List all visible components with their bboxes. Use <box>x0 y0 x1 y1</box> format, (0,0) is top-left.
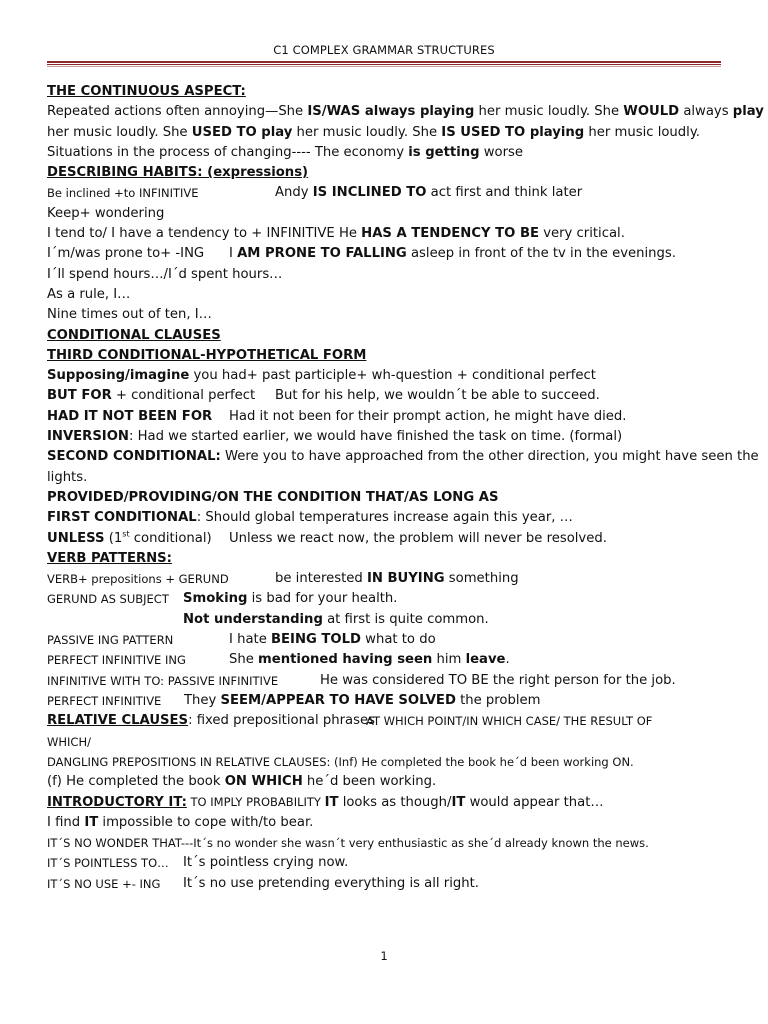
text-line: RELATIVE CLAUSES: fixed prepositional phrases AT WHICH POINT/IN WHICH CASE/ THE RESULT OF <box>47 713 653 729</box>
document-body <box>47 82 764 894</box>
text-line: HAD IT NOT BEEN FOR Had it not been for their prompt action, he might have died. <box>47 408 627 424</box>
text-line: Keep+ wondering <box>47 205 165 221</box>
subheading-third-conditional: THIRD CONDITIONAL-HYPOTHETICAL FORM <box>47 347 367 363</box>
text-line: VERB+ prepositions + GERUND be interested IN BUYING something <box>47 571 519 587</box>
text-line: BUT FOR + conditional perfect But for his help, we wouldn´t be able to succeed. <box>47 388 600 404</box>
text-line: UNLESS (1st conditional) Unless we react now, the problem will never be resolved. <box>47 529 607 546</box>
text-line: Not understanding at first is quite common. <box>183 611 489 627</box>
section-heading-verb-patterns: VERB PATTERNS: <box>47 550 172 566</box>
text-line: I´m/was prone to+ -ING I AM PRONE TO FALLING asleep in front of the tv in the evenings. <box>47 246 676 262</box>
text-line: SECOND CONDITIONAL: Were you to have approached from the other direction, you might have seen the <box>47 449 759 465</box>
section-heading-conditional: CONDITIONAL CLAUSES <box>47 327 221 343</box>
text-line: DANGLING PREPOSITIONS IN RELATIVE CLAUSES: (Inf) He completed the book he´d been working ON. <box>47 754 634 769</box>
text-line: I find IT impossible to cope with/to bear. <box>47 814 314 830</box>
text-line: Supposing/imagine you had+ past participle+ wh-question + conditional perfect <box>47 368 596 384</box>
text-line: FIRST CONDITIONAL: Should global temperatures increase again this year, … <box>47 510 573 526</box>
text-line: Repeated actions often annoying—She IS/WAS always playing her music loudly. She WOULD always play <box>47 104 764 120</box>
text-line: WHICH/ <box>47 734 91 749</box>
text-line: I tend to/ I have a tendency to + INFINITIVE He HAS A TENDENCY TO BE very critical. <box>47 226 625 242</box>
text-line: PERFECT INFINITIVE They SEEM/APPEAR TO HAVE SOLVED the problem <box>47 692 541 708</box>
section-heading-introductory-it: INTRODUCTORY IT: <box>47 795 187 811</box>
text-line: I´ll spend hours…/I´d spent hours… <box>47 266 283 282</box>
text-line: As a rule, I… <box>47 286 131 302</box>
text-line: IT´S POINTLESS TO… It´s pointless crying now. <box>47 855 349 871</box>
text-line: Situations in the process of changing---- The economy is getting worse <box>47 144 524 160</box>
text-line: INFINITIVE WITH TO: PASSIVE INFINITIVE He was considered TO BE the right person for the job. <box>47 672 676 688</box>
text-line: IT´S NO WONDER THAT---It´s no wonder she wasn´t very enthusiastic as she´d already known the news. <box>47 835 649 850</box>
text-line: IT´S NO USE +- ING It´s no use pretending everything is all right. <box>47 875 479 891</box>
text-line: Be inclined +to INFINITIVE Andy IS INCLINED TO act first and think later <box>47 185 583 201</box>
text-line: her music loudly. She USED TO play her music loudly. She IS USED TO playing her music loudly. <box>47 124 700 140</box>
text-line: lights. <box>47 469 88 485</box>
text-line: GERUND AS SUBJECT Smoking is bad for your health. <box>47 591 398 607</box>
text-line: PERFECT INFINITIVE ING She mentioned having seen him leave. <box>47 652 510 668</box>
text-line: INVERSION: Had we started earlier, we would have finished the task on time. (formal) <box>47 429 623 445</box>
page-number: 1 <box>380 949 388 963</box>
section-heading-relative: RELATIVE CLAUSES <box>47 713 189 729</box>
text-line: INTRODUCTORY IT: TO IMPLY PROBABILITY IT looks as though/IT would appear that… <box>47 795 604 811</box>
header-divider <box>47 61 721 66</box>
text-line: PROVIDED/PROVIDING/ON THE CONDITION THAT/AS LONG AS <box>47 489 499 505</box>
section-heading-continuous: THE CONTINUOUS ASPECT: <box>47 84 246 99</box>
text-line: (f) He completed the book ON WHICH he´d been working. <box>47 774 437 790</box>
text-line: Nine times out of ten, I… <box>47 307 212 323</box>
document-header-title: C1 COMPLEX GRAMMAR STRUCTURES <box>273 43 495 57</box>
section-heading-habits: DESCRIBING HABITS: (expressions) <box>47 165 309 181</box>
text-line: PASSIVE ING PATTERN I hate BEING TOLD what to do <box>47 632 436 648</box>
